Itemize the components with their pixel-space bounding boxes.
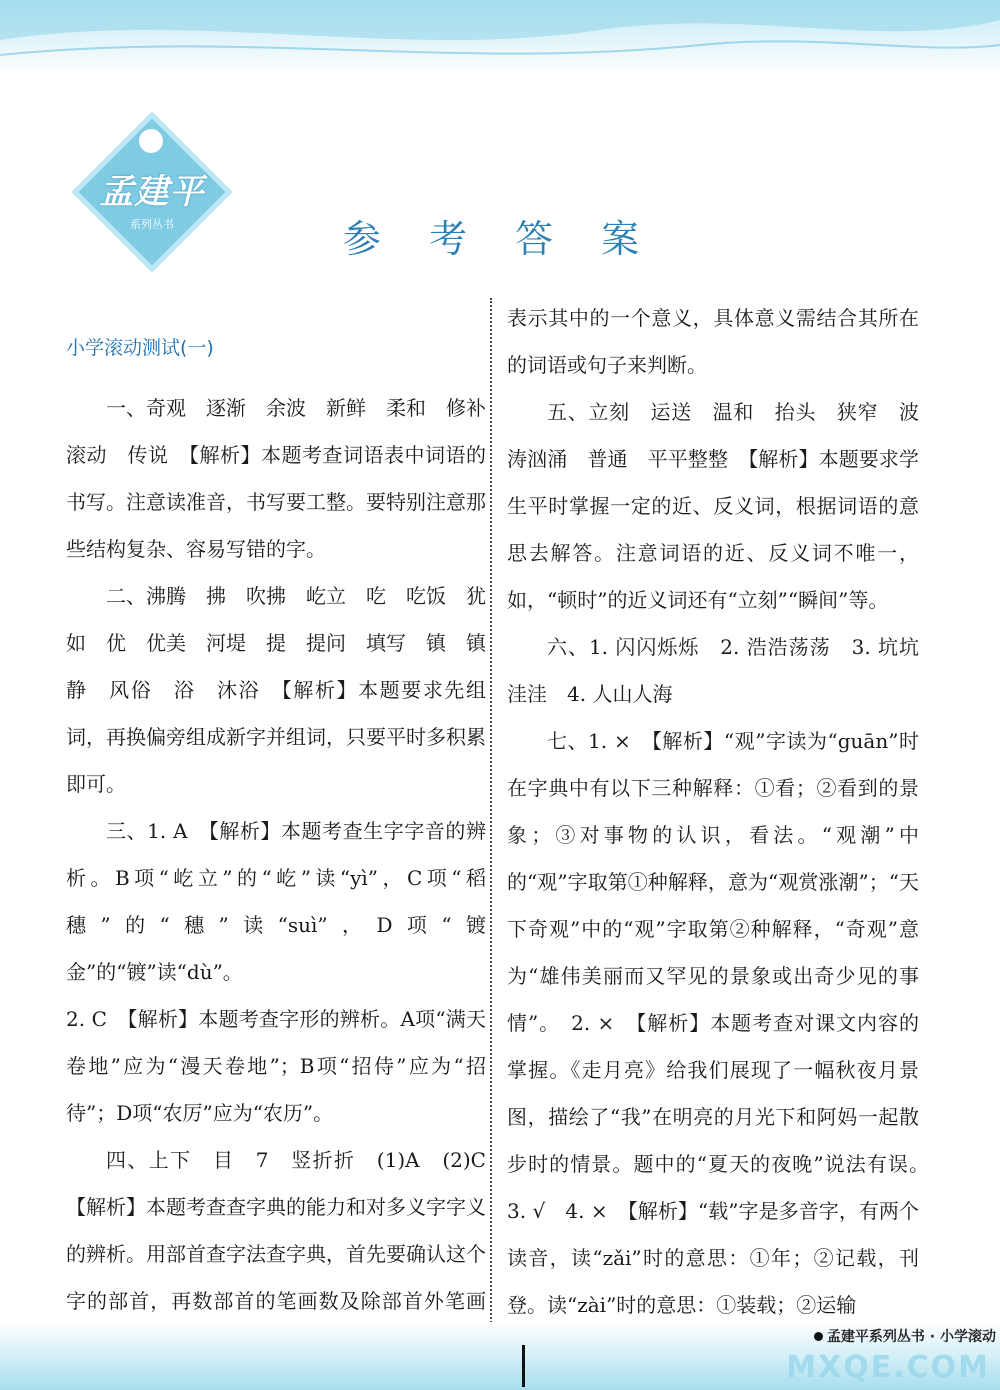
answer-paragraph: 表示其中的一个意义，具体意义需结合其所在的词语或句子来判断。: [507, 306, 919, 377]
logo-subtitle: 系列丛书: [130, 218, 174, 231]
wave-decoration: [0, 0, 1000, 75]
answer-paragraph: 七、1. × 【解析】“观”字读为“guān”时在字典中有以下三种解释：①看；②看到的景象；③对事物的认识，看法。“观潮”中的“观”字取第①种解释，意为“观赏涨潮”；“天下奇观”中的“观”字取第②种解释，“奇观”意为“雄伟美丽而又罕见的景象或出奇少见的事情”。 2. × 【解析】本题考查对课文内容的掌握。《走月亮》给我们展现了一幅秋夜月景图，描绘了“我”在明亮的月光下和阿妈一起散步时的情景。题中的“夏天的夜晚”说法有误。 3. √ 4. × 【解析】“载”字是多音字，有两个读音，读“zǎi”时的意思：①年；②记载，刊登。读“zài”时的意思：①装载；②运输: [507, 729, 939, 1317]
bullet-icon: [814, 1332, 823, 1341]
answer-paragraph: 一、奇观 逐渐 余波 新鲜 柔和 修补 滚动 传说 【解析】本题考查词语表中词语的书写。注意读准音，书写要工整。要特别注意那些结构复杂、容易写错的字。: [66, 396, 506, 561]
top-decorative-band: [0, 0, 1000, 75]
watermark: MXQE.COM: [786, 1350, 990, 1385]
column-divider: [490, 298, 492, 1338]
answer-paragraph: 四、上下 目 7 竖折折 (1)A (2)C 【解析】本题考查查字典的能力和对多义字字义的辨析。用部首查字法查字典，首先要确认这个字的部首，再数部首的笔画数及除部首外笔画: [66, 1148, 486, 1313]
section-heading: 小学滚动测试(一): [66, 337, 214, 359]
page-fold-mark: [522, 1345, 525, 1387]
page-title: 参 考 答 案: [342, 217, 658, 261]
answer-paragraph: 三、1. A 【解析】本题考查生字字音的辨析。B项“屹立”的“屹”读“yì”，C项“稻穗”的“穗”读“suì”，D项“镀金”的“镀”读“dù”。: [66, 819, 486, 984]
left-column: [66, 295, 506, 1372]
answer-paragraph: 2. C 【解析】本题考查字形的辨析。A项“满天卷地”应为“漫天卷地”；B项“招侍”应为“招待”；D项“农厉”应为“农历”。: [66, 1007, 486, 1125]
logo-name: 孟建平: [99, 172, 205, 212]
footer-series-label: [814, 1326, 996, 1346]
answer-paragraph: 五、立刻 运送 温和 抬头 狭窄 波涛汹涌 普通 平平整整 【解析】本题要求学生平时掌握一定的近、反义词，根据词语的意思去解答。注意词语的近、反义词不唯一，如，“顿时”的近义词还有“立刻”“瞬间”等。: [507, 400, 919, 612]
footer-text: 孟建平系列丛书 · 小学滚动: [826, 1329, 996, 1345]
answer-paragraph: 二、沸腾 拂 吹拂 屹立 吃 吃饭 犹如 优 优美 河堤 提 提问 填写 镇 镇静 风俗 浴 沐浴 【解析】本题要求先组词，再换偏旁组成新字并组词，只要平时多积累即可。: [66, 584, 486, 796]
answer-paragraph: 六、1. 闪闪烁烁 2. 浩浩荡荡 3. 坑坑洼洼 4. 人山人海: [507, 635, 919, 706]
logo-emblem-icon: [136, 126, 166, 156]
right-column: [507, 295, 939, 1329]
